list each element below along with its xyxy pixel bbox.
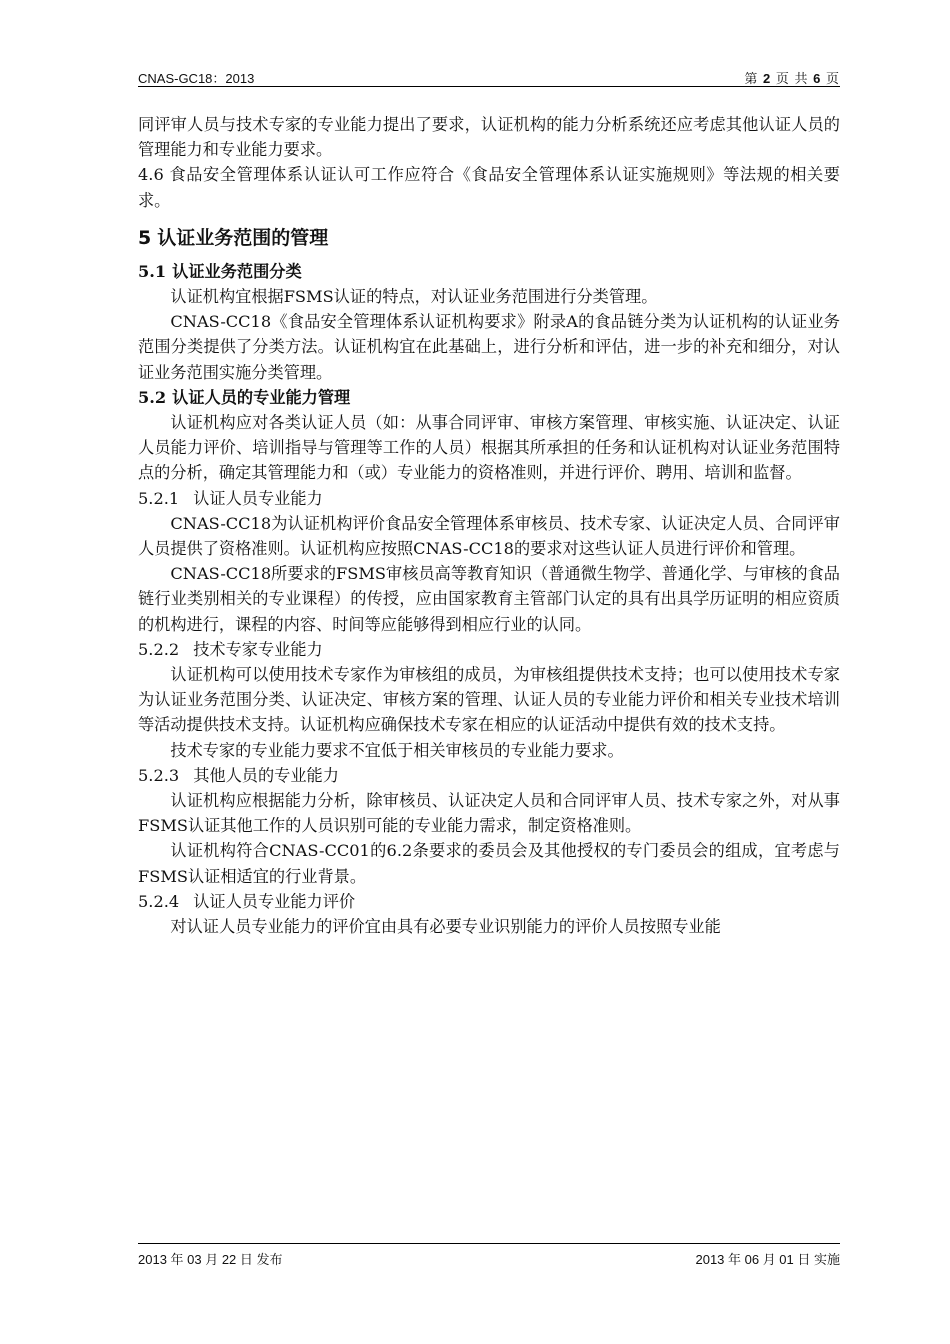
paragraph: 认证机构应根据能力分析，除审核员、认证决定人员和合同评审人员、技术专家之外，对从事FSMS认证其他工作的人员识别可能的专业能力需求，制定资格准则。 <box>138 791 840 836</box>
clause-5-2-1-heading: 5.2.1 认证人员专业能力 <box>138 488 323 508</box>
paragraph: CNAS-CC18为认证机构评价食品安全管理体系审核员、技术专家、认证决定人员、合同评审人员提供了资格准则。认证机构应按照CNAS-CC18的要求对这些认证人员进行评价和管理。 <box>138 513 840 559</box>
paragraph-continued: 同评审人员与技术专家的专业能力提出了要求，认证机构的能力分析系统还应考虑其他认证人员的管理能力和专业能力要求。 <box>138 115 840 160</box>
current-page: 2 <box>763 71 772 86</box>
clause-5-1-heading: 5.1 认证业务范围分类 <box>138 261 302 281</box>
paragraph: 认证机构应对各类认证人员（如：从事合同评审、审核方案管理、审核实施、认证决定、认证人员能力评价、培训指导与管理等工作的人员）根据其所承担的任务和认证机构对认证业务范围特点的分析，确定其管理能力和（或）专业能力的资格准则，并进行评价、聘用、培训和监督。 <box>138 413 840 483</box>
paragraph: 技术专家的专业能力要求不宜低于相关审核员的专业能力要求。 <box>170 740 624 760</box>
clause-4-6: 4.6 食品安全管理体系认证认可工作应符合《食品安全管理体系认证实施规则》等法规的相关要求。 <box>138 165 840 210</box>
paragraph: CNAS-CC18《食品安全管理体系认证机构要求》附录A的食品链分类为认证机构的认证业务范围分类提供了分类方法。认证机构宜在此基础上，进行分析和评估，进一步的补充和细分，对认证业务范围实施分类管理。 <box>138 312 840 382</box>
clause-5-2-2-heading: 5.2.2 技术专家专业能力 <box>138 639 323 659</box>
page-footer <box>138 1249 840 1269</box>
paragraph: 认证机构宜根据FSMS认证的特点，对认证业务范围进行分类管理。 <box>170 287 658 307</box>
clause-5-2-heading: 5.2 认证人员的专业能力管理 <box>138 387 351 407</box>
paragraph: 认证机构符合CNAS-CC01的6.2条要求的委员会及其他授权的专门委员会的组成，宜考虑与FSMS认证相适宜的行业背景。 <box>138 841 840 886</box>
paragraph: CNAS-CC18所要求的FSMS审核员高等教育知识（普通微生物学、普通化学、与审核的食品链行业类别相关的专业课程）的传授，应由国家教育主管部门认定的具有出具学历证明的相应资质的机构进行，课程的内容、时间等应能够得到相应行业的认同。 <box>138 564 840 634</box>
paragraph: 认证机构可以使用技术专家作为审核组的成员，为审核组提供技术支持；也可以使用技术专家为认证业务范围分类、认证决定、审核方案的管理、认证人员的专业能力评价和相关专业技术培训等活动提供技术支持。认证机构应确保技术专家在相应的认证活动中提供有效的技术支持。 <box>138 665 840 735</box>
paragraph: 对认证人员专业能力的评价宜由具有必要专业识别能力的评价人员按照专业能 <box>170 917 721 937</box>
section-5-heading <box>138 225 840 251</box>
page-header <box>138 66 840 86</box>
document-body <box>138 112 840 939</box>
total-pages: 6 <box>813 71 822 86</box>
page-number: 第 2 页 共 6 页 <box>744 71 840 86</box>
effective-date: 2013 年 06 月 01 日 实施 <box>695 1252 840 1267</box>
clause-5-2-3-heading: 5.2.3 其他人员的专业能力 <box>138 765 339 785</box>
section-title: 认证业务范围的管理 <box>157 226 329 249</box>
footer-rule <box>138 1243 840 1244</box>
issue-date: 2013 年 03 月 22 日 发布 <box>138 1252 283 1267</box>
clause-5-2-4-heading: 5.2.4 认证人员专业能力评价 <box>138 891 356 911</box>
header-rule <box>138 86 840 87</box>
section-number: 5 <box>138 226 152 249</box>
document-id: CNAS-GC18：2013 <box>138 71 255 86</box>
